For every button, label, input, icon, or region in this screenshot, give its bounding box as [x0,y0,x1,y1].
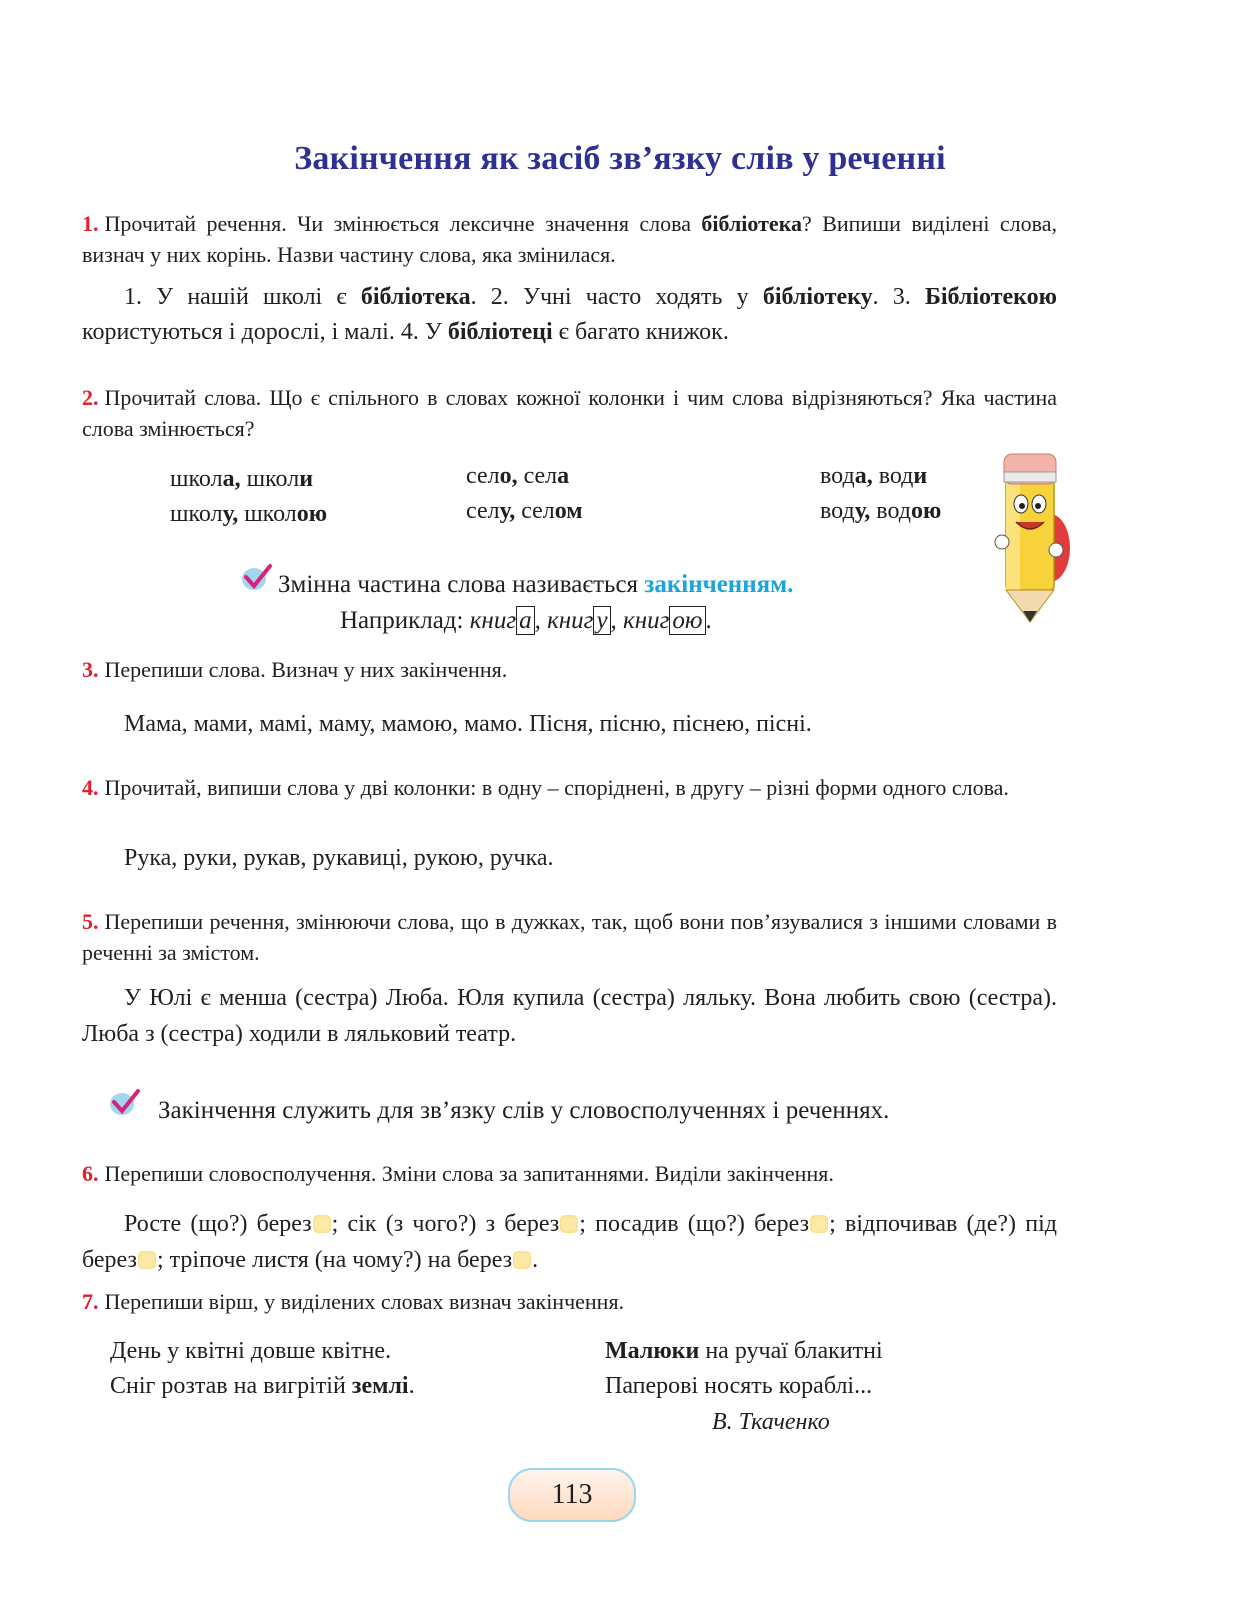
checkmark-icon [108,1088,142,1118]
task-number: 6. [82,1161,99,1186]
rule-example: Наприклад: книг а , книг у , книг ою . [340,607,712,634]
task-1-sentences: 1. У нашій школі є бібліотека. 2. Учні часто ходять у бібліотеку. 3. Бібліотекою користуються і дорослі, і малі. 4. У бібліотеці є багато книжок. [82,284,1058,345]
pencil-mascot-illustration [990,450,1090,626]
task-3-words: Мама, мами, мамі, маму, мамою, мамо. Пісня, пісню, піснею, пісні. [124,711,812,737]
task-1-instruction: 1. Прочитай речення. Чи змінюється лексичне значення слова бібліотека? Випиши виділені слова, визнач у них корінь. Назви частину слова, яка змінилася. [82,211,1057,267]
checkmark-icon [240,563,274,593]
ending-box: а [516,606,535,635]
word-row: школа, школи [170,466,314,492]
task-3-instruction: 3. Перепиши слова. Визнач у них закінчення. [82,657,508,682]
task-number: 2. [82,385,99,410]
ending-box: у [593,606,610,635]
task-5-sentences: У Юлі є менша (сестра) Люба. Юля купила (сестра) ляльку. Вона любить свою (сестра). Люба з (сестра) ходили в ляльковий театр. [82,985,1057,1047]
ending-blank [138,1251,156,1269]
ending-blank [560,1215,578,1233]
task-number: 1. [82,211,99,236]
task-4-instruction: 4. Прочитай, випиши слова у дві колонки: в одну – споріднені, в другу – різні форми одного слова. [82,775,1009,800]
word-column-3 [820,459,941,529]
page-title: Закінчення як засіб зв’язку слів у реченні [294,140,946,177]
poem-author: В. Ткаченко [712,1409,830,1435]
poem-line: День у квітні довше квітне. [110,1338,392,1364]
page-number: 113 [508,1468,636,1522]
task-2-instruction: 2. Прочитай слова. Що є спільного в словах кожної колонки і чим слова відрізняються? Яка частина слова змінюється? [82,385,1057,441]
task-number: 4. [82,775,99,800]
ending-blank [513,1251,531,1269]
word-column-1 [170,462,327,532]
task-number: 5. [82,909,99,934]
word-row: вода, води [820,463,928,489]
word-row: школу, школою [170,501,328,527]
term-highlight: закінченням. [644,571,794,598]
task-number: 7. [82,1289,99,1314]
task-6-phrases: Росте (що?) берез ; сік (з чого?) з берез ; посадив (що?) берез ; відпочивав (де?) під берез ; тріпоче листя (на чому?) на берез . [82,1211,1057,1273]
poem-stanza-right [605,1334,883,1404]
task-4-words: Рука, руки, рукав, рукавиці, рукою, ручка. [124,845,554,871]
word-column-2 [466,459,583,529]
ending-box: ою [669,606,705,635]
ending-blank [810,1215,828,1233]
poem-line: Паперові носять кораблі... [605,1373,873,1399]
word-row: воду, водою [820,498,942,524]
poem-stanza-left [110,1334,415,1404]
rule-definition: Змінна частина слова називається закінченням. [278,571,794,598]
rule-statement: Закінчення служить для зв’язку слів у словосполученнях і реченнях. [158,1097,890,1124]
word-row: селу, селом [466,498,583,524]
task-number: 3. [82,657,99,682]
task-6-instruction: 6. Перепиши словосполучення. Зміни слова за запитаннями. Виділи закінчення. [82,1161,834,1186]
poem-line: Малюки на ручаї блакитні [605,1338,883,1364]
task-5-instruction: 5. Перепиши речення, змінюючи слова, що в дужках, так, щоб вони пов’язувалися з іншими словами в реченні за змістом. [82,909,1057,965]
ending-blank [313,1215,331,1233]
poem-line: Сніг розтав на вигрітій землі. [110,1373,415,1399]
task-7-instruction: 7. Перепиши вірш, у виділених словах визнач закінчення. [82,1289,625,1314]
word-row: село, села [466,463,570,489]
